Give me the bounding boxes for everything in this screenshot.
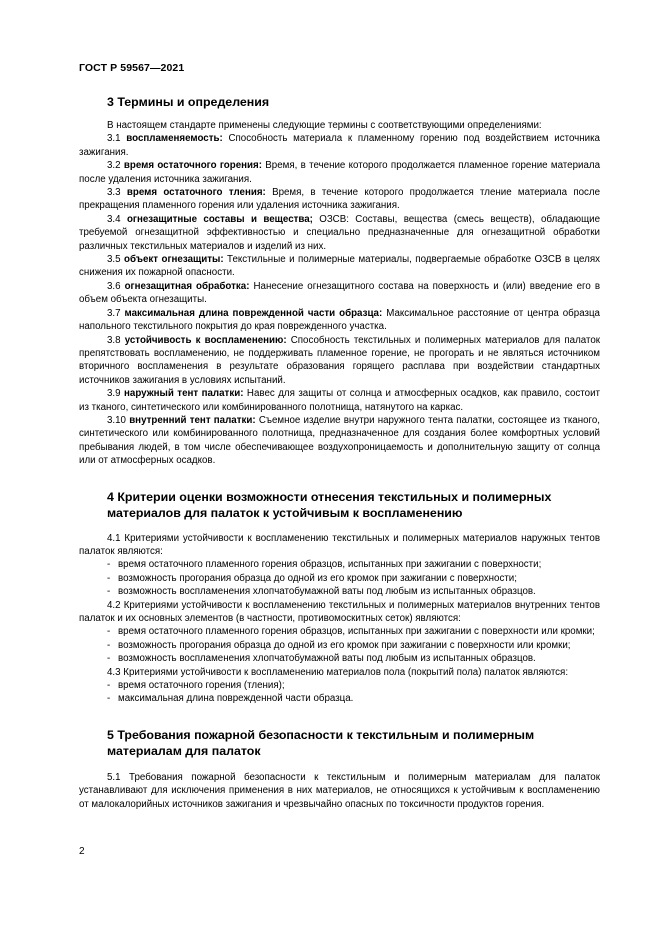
- definition-number: 3.3: [107, 187, 121, 199]
- list-item-text: возможность прогорания образца до одной из его кромок при зажигании с поверхности;: [118, 572, 517, 584]
- list-dash: -: [107, 626, 111, 638]
- section-5: [79, 727, 600, 811]
- list-dash: -: [107, 680, 111, 692]
- definition-item: [79, 213, 600, 253]
- definition-text: Текстильные и полимерные материалы, подвергаемые обработке ОЗСВ в целях снижения их пожарной опасности.: [79, 254, 600, 279]
- definition-item: [79, 159, 600, 186]
- definition-number: 3.8: [107, 334, 121, 346]
- list-dash: -: [107, 653, 111, 665]
- section-4-heading: [79, 489, 600, 521]
- definition-term: огнезащитная обработка:: [124, 280, 250, 292]
- definition-item: [79, 253, 600, 280]
- definition-term: воспламеняемость:: [126, 133, 223, 145]
- definition-term: наружный тент палатки:: [124, 388, 244, 400]
- definition-number: 3.10: [107, 414, 126, 426]
- list-item: [79, 585, 600, 598]
- definition-number: 3.5: [107, 254, 121, 266]
- clause-4-2: 4.2 Критериями устойчивости к воспламенению текстильных и полимерных материалов внутренних тентов палаток и их основных элементов (в частности, противомоскитных сеток) являются:: [79, 599, 600, 624]
- list-item: [79, 652, 600, 665]
- definition-text: ОЗСВ: Составы, вещества (смесь веществ), обладающие требуемой огнезащитной эффективностью и специально предназначенные для огнезащитной обработки различных текстильных материалов и изделий из них.: [79, 213, 600, 252]
- list-item: [79, 639, 600, 652]
- clause-4-1: 4.1 Критериями устойчивости к воспламенению текстильных и полимерных материалов наружных тентов палаток являются:: [79, 532, 600, 557]
- definition-number: 3.6: [107, 280, 121, 292]
- definition-number: 3.2: [107, 160, 121, 172]
- definition-number: 3.1: [107, 133, 121, 145]
- definition-item: [79, 414, 600, 468]
- definition-text: Способность текстильных и полимерных материалов для палаток препятствовать воспламенению, не поддерживать пламенное горение, не прогорать и не являться источником вторичного воспламенения в результате образования горящего расплава при воздействии стандартных источников зажигания в условиях испытаний.: [79, 334, 601, 386]
- definition-item: [79, 334, 600, 388]
- page-content: [79, 94, 600, 811]
- clause-4-1-list: [79, 558, 600, 598]
- definition-text: Время, в течение которого продолжается пламенное горение материала после удаления источника зажигания.: [79, 160, 600, 185]
- definition-term: устойчивость к воспламенению:: [124, 334, 287, 346]
- list-item-text: время остаточного горения (тления);: [118, 680, 285, 692]
- section-4: [79, 489, 600, 706]
- definition-text: Способность материала к пламенному горению под воздействием источника зажигания.: [79, 133, 600, 158]
- list-item: [79, 572, 600, 585]
- list-item-text: возможность воспламенения хлопчатобумажной ваты под любым из испытанных образцов.: [118, 586, 536, 598]
- definition-term: время остаточного горения:: [123, 160, 262, 172]
- clause-5-1: 5.1 Требования пожарной безопасности к текстильным и полимерным материалам для палаток устанавливают для исключения применения в них материалов, не относящихся к устойчивым к воспламенению от малокалорийных источников зажигания и чрезвычайно опасных по токсичности продуктов горения.: [79, 771, 600, 810]
- list-dash: -: [107, 586, 111, 598]
- section-3: [79, 94, 600, 468]
- clause-4-3-list: [79, 679, 600, 706]
- definition-number: 3.7: [107, 307, 121, 319]
- list-item-text: время остаточного пламенного горения образцов, испытанных при зажигании с поверхности;: [118, 559, 542, 571]
- list-item-text: возможность прогорания образца до одной из его кромок при зажигании с поверхности или кромки;: [118, 639, 571, 651]
- definition-item: [79, 186, 600, 213]
- section-5-heading-line2: материалам для палаток: [107, 743, 261, 758]
- section-3-intro: В настоящем стандарте применены следующие термины с соответствующими определениями:: [107, 120, 542, 131]
- definition-term: внутренний тент палатки:: [129, 414, 256, 426]
- definition-number: 3.4: [107, 213, 121, 225]
- section-5-heading-line1: 5 Требования пожарной безопасности к текстильным и полимерным: [107, 727, 535, 742]
- definition-item: [79, 307, 600, 334]
- list-item-text: возможность воспламенения хлопчатобумажной ваты под любым из испытанных образцов.: [118, 653, 536, 665]
- clause-4-3: 4.3 Критериями устойчивости к воспламенению материалов пола (покрытий пола) палаток являются:: [107, 666, 569, 678]
- list-item: [79, 679, 600, 692]
- definition-number: 3.9: [107, 388, 121, 400]
- definition-term: огнезащитные составы и вещества;: [126, 213, 313, 225]
- definition-text: Навес для защиты от солнца и атмосферных осадков, как правило, состоит из тканого, синтетического или комбинированного полотнища, натянутого на каркас.: [79, 388, 600, 413]
- definition-item: [79, 280, 600, 307]
- section-3-heading: 3 Термины и определения: [107, 95, 270, 109]
- list-dash: -: [107, 572, 111, 584]
- definition-item: [79, 387, 600, 414]
- section-4-heading-line1: 4 Критерии оценки возможности отнесения текстильных и полимерных: [107, 489, 552, 504]
- definition-item: [79, 132, 600, 159]
- list-item-text: максимальная длина поврежденной части образца.: [118, 693, 354, 705]
- definition-text: Время, в течение которого продолжается тление материала после прекращения пламенного горения или удаления источника зажигания.: [79, 187, 601, 212]
- clause-4-2-list: [79, 625, 600, 665]
- list-item: [79, 625, 600, 638]
- section-4-heading-line2: материалов для палаток к устойчивым к воспламенению: [107, 505, 463, 520]
- definition-text: Нанесение огнезащитного состава на поверхность и (или) введение его в объем объекта огнезащиты.: [79, 280, 600, 306]
- page-number: 2: [79, 846, 85, 857]
- list-item: [79, 558, 600, 571]
- list-dash: -: [107, 639, 111, 651]
- definition-term: максимальная длина поврежденной части образца:: [124, 307, 383, 319]
- definition-term: объект огнезащиты:: [124, 254, 224, 266]
- section-5-heading: [79, 727, 600, 759]
- definition-term: время остаточного тления:: [126, 187, 266, 199]
- list-item: [79, 692, 600, 705]
- list-dash: -: [107, 693, 111, 705]
- definitions-list: [79, 132, 600, 467]
- list-item-text: время остаточного пламенного горения образцов, испытанных при зажигании с поверхности или кромки;: [118, 626, 595, 638]
- list-dash: -: [107, 559, 111, 571]
- document-header: ГОСТ Р 59567—2021: [79, 62, 185, 74]
- definition-text: Съемное изделие внутри наружного тента палатки, состоящее из тканого, синтетического или комбинированного полотнища, предназначенное для создания более комфортных условий пребывания людей, в том числе обеспечивающее воздухопроницаемость и дополнительную защиту от солнца или от атмосферных осадков.: [79, 414, 600, 467]
- definition-text: Максимальное расстояние от центра образца напольного текстильного покрытия до края поврежденного участка.: [79, 307, 600, 333]
